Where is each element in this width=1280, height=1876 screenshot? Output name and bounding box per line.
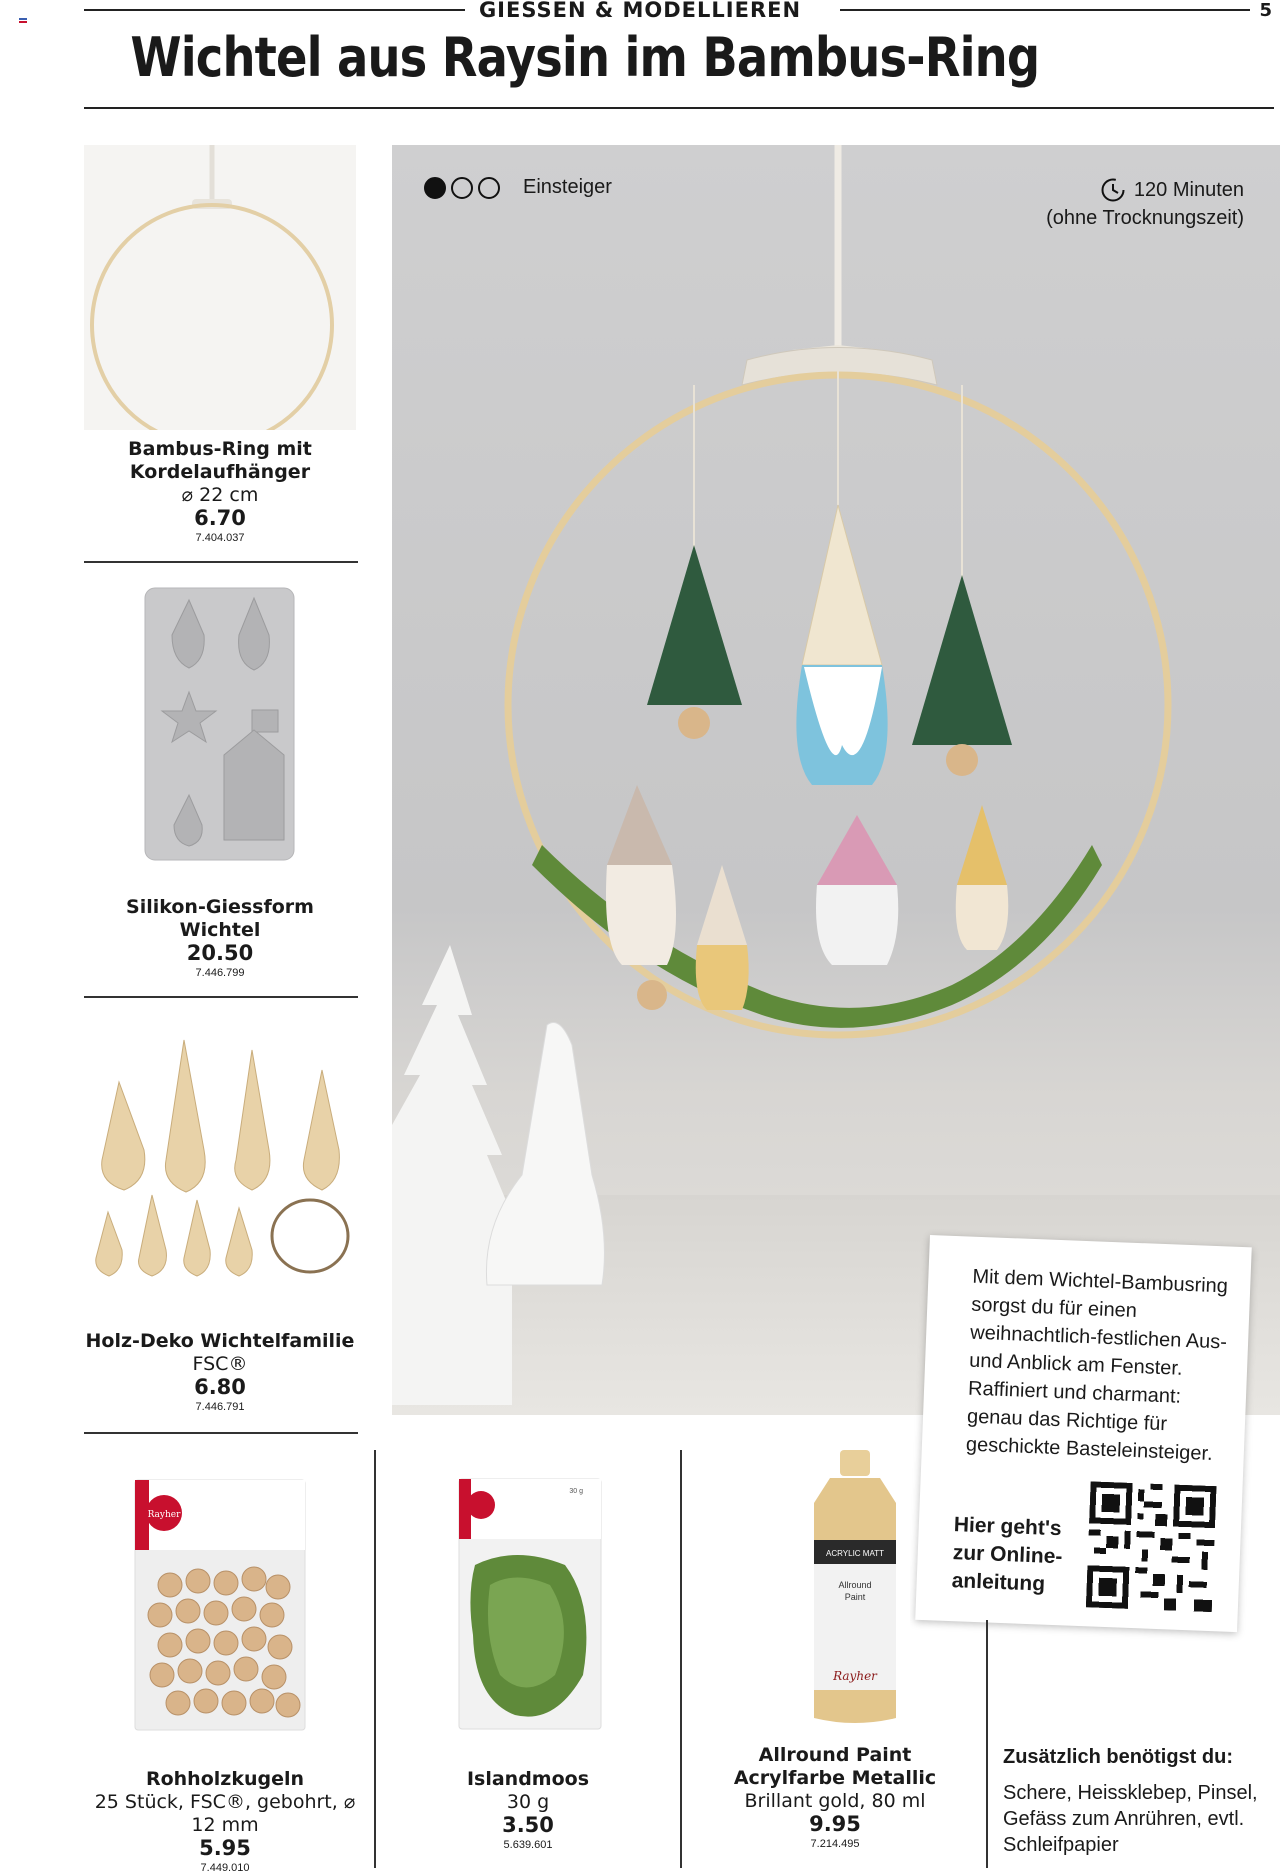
product-number: 7.446.791 [195,1401,245,1413]
product-price: 20.50 [186,941,254,965]
divider [84,561,358,563]
paint-line-2: Paint [844,1592,866,1602]
product-number: 5.639.601 [503,1839,553,1851]
section-label: GIESSEN & MODELLIEREN [0,0,1280,22]
brand-label: Rayher [147,1510,181,1520]
divider [84,996,358,998]
product-image-wood-gnomes [84,1030,356,1295]
product-wood-beads [80,1768,370,1876]
time-info [1046,176,1244,232]
product-wood-gnomes [84,1330,356,1415]
product-name: Bambus-Ring mit Kordelaufhänger [128,438,312,483]
clock-icon [1100,177,1126,203]
product-image-silicone-mold [84,580,356,870]
product-name: Islandmoos [466,1768,590,1790]
product-image-acrylic-paint [800,1448,910,1728]
product-number: 7.404.037 [195,532,245,544]
product-image-moss [455,1475,605,1735]
product-number: 7.214.495 [810,1838,860,1850]
product-name: Holz-Deko Wichtelfamilie [85,1330,355,1352]
product-price: 6.80 [194,1375,246,1399]
time-note: (ohne Trocknungszeit) [1046,207,1244,229]
page-title: Wichtel aus Raysin im Bambus-Ring [130,26,1040,89]
product-silicone-mold [84,896,356,981]
product-desc: Brillant gold, 80 ml [744,1790,926,1812]
project-photo [392,145,1280,1415]
product-image-bamboo-ring [84,145,356,430]
product-acrylic-paint [700,1744,970,1852]
title-rule [84,107,1274,109]
additional-materials-text: Schere, Heissklebер, Pinsel, Gefäss zum Anrühren, evtl. Schleifpapier [1003,1782,1258,1856]
product-price: 9.95 [809,1812,861,1836]
product-name: Allround Paint Acrylfarbe Metallic [733,1744,937,1789]
product-number: 7.446.799 [195,967,245,979]
product-desc: 30 g [506,1791,550,1813]
qr-code-icon[interactable] [1086,1481,1217,1612]
paint-type-label: ACRYLIC MATT [826,1549,884,1558]
product-name: Rohholzkugeln [145,1768,305,1790]
column-divider [680,1450,682,1868]
difficulty-dot-empty [451,177,473,199]
product-desc: ⌀ 22 cm [181,484,259,506]
card-text: Mit dem Wichtel-Bambusring sorgst du für einen weihnachtlich-festlichen Aus- und Anblick am Fenster. Raffiniert und charmant: genau das Richtige für geschickte Basteleinsteiger. [965,1265,1229,1466]
column-divider [986,1620,988,1868]
online-guide-link[interactable]: Hier geht's zur Online-anleitung [951,1513,1063,1596]
additional-materials-title: Zusätzlich benötigst du: [1003,1746,1233,1768]
difficulty-label: Einsteiger [523,176,612,198]
info-card [915,1235,1252,1632]
paint-brand-label: Rayher [833,1669,877,1683]
product-number: 7.449.010 [200,1862,250,1874]
paint-line-1: Allround [838,1580,872,1590]
moss-weight-label: 30 g [569,1488,583,1495]
time-duration: 120 Minuten [1133,179,1244,201]
product-desc: 25 Stück, FSC®, gebohrt, ⌀ 12 mm [94,1791,356,1836]
product-image-wood-beads [130,1475,310,1735]
product-name: Silikon-Giessform Wichtel [126,896,314,941]
difficulty-dot-filled [424,177,446,199]
product-price: 5.95 [199,1836,251,1860]
gnome-ring-illustration [392,145,1280,1415]
product-price: 6.70 [194,506,246,530]
product-moss [388,1768,668,1853]
product-bamboo-ring [84,438,356,546]
difficulty-dot-empty [478,177,500,199]
product-desc: FSC® [192,1353,248,1375]
page-number: 5 [1259,0,1272,21]
divider [84,1432,358,1434]
additional-materials [1003,1744,1273,1858]
difficulty-indicator [424,176,612,199]
product-price: 3.50 [502,1813,554,1837]
column-divider [374,1450,376,1868]
